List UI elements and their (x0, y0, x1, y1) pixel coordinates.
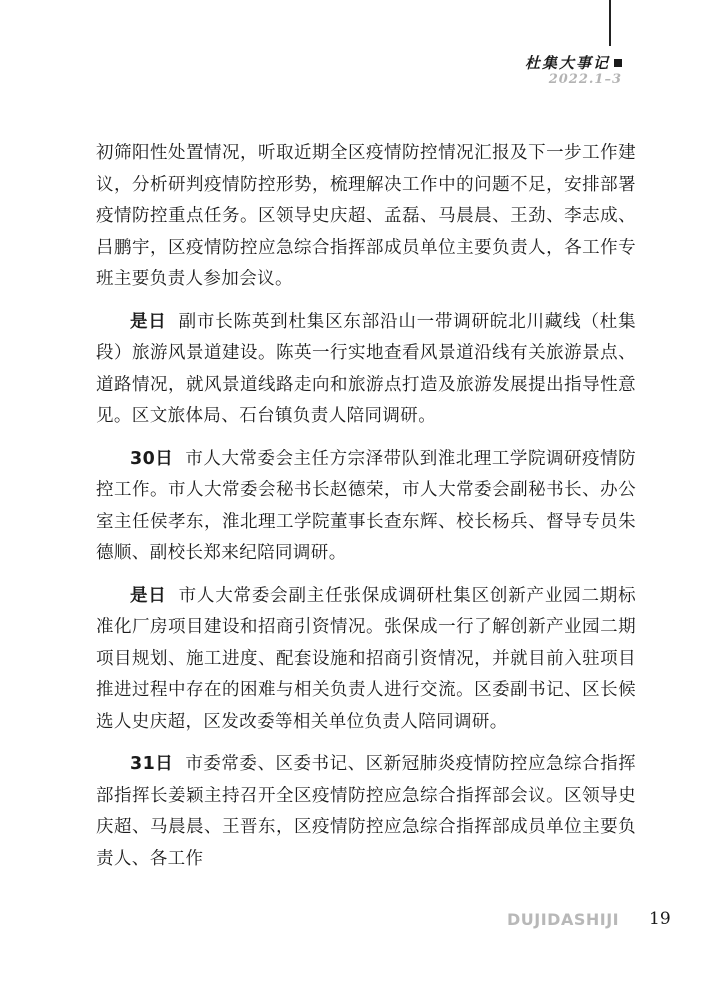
header-title: 杜集大事记 (524, 54, 610, 72)
header-vertical-rule (609, 0, 611, 46)
entry-text: 市委常委、区委书记、区新冠肺炎疫情防控应急综合指挥部指挥长姜颖主持召开全区疫情防控应急综合指挥部会议。区领导史庆超、马晨晨、王晋东，区疫情防控应急综合指挥部成员单位主要负责人、各工作 (96, 754, 636, 869)
footer-brand: DUJIDASHIJI (507, 910, 620, 929)
page-body (96, 138, 636, 886)
entry-paragraph (96, 749, 636, 875)
page-number: 19 (649, 909, 671, 929)
entry-date-label: 是日 (130, 585, 167, 606)
entry-text: 市人大常委会主任方宗泽带队到淮北理工学院调研疫情防控工作。市人大常委会秘书长赵德荣，市人大常委会副秘书长、办公室主任侯孝东，淮北理工学院董事长查东辉、校长杨兵、督导专员朱德顺、副校长郑来纪陪同调研。 (96, 448, 636, 563)
entry-date-label: 是日 (130, 311, 167, 332)
running-header (525, 52, 622, 73)
paragraph-text: 初筛阳性处置情况，听取近期全区疫情防控情况汇报及下一步工作建议，分析研判疫情防控形势，梳理解决工作中的问题不足，安排部署疫情防控重点任务。区领导史庆超、孟磊、马晨晨、王劲、李志成、吕鹏宇，区疫情防控应急综合指挥部成员单位主要负责人，各工作专班主要负责人参加会议。 (96, 143, 636, 289)
entry-paragraph (96, 581, 636, 739)
entry-text: 副市长陈英到杜集区东部沿山一带调研皖北川藏线（杜集段）旅游风景道建设。陈英一行实地查看风景道沿线有关旅游景点、道路情况，就风景道线路走向和旅游点打造及旅游发展提出指导性意见。区文旅体局、石台镇负责人陪同调研。 (96, 311, 636, 426)
header-square-icon (614, 59, 622, 67)
paragraph-continued (96, 138, 636, 296)
header-date-range: 2022.1–3 (548, 72, 622, 87)
entry-paragraph (96, 444, 636, 570)
entry-date-label: 31日 (130, 754, 174, 774)
entry-date-label: 30日 (130, 448, 174, 469)
entry-text: 市人大常委会副主任张保成调研杜集区创新产业园二期标准化厂房项目建设和招商引资情况。张保成一行了解创新产业园二期项目规划、施工进度、配套设施和招商引资情况，并就目前入驻项目推进过程中存在的困难与相关负责人进行交流。区委副书记、区长候选人史庆超，区发改委等相关单位负责人陪同调研。 (96, 585, 636, 732)
entry-paragraph (96, 307, 636, 433)
